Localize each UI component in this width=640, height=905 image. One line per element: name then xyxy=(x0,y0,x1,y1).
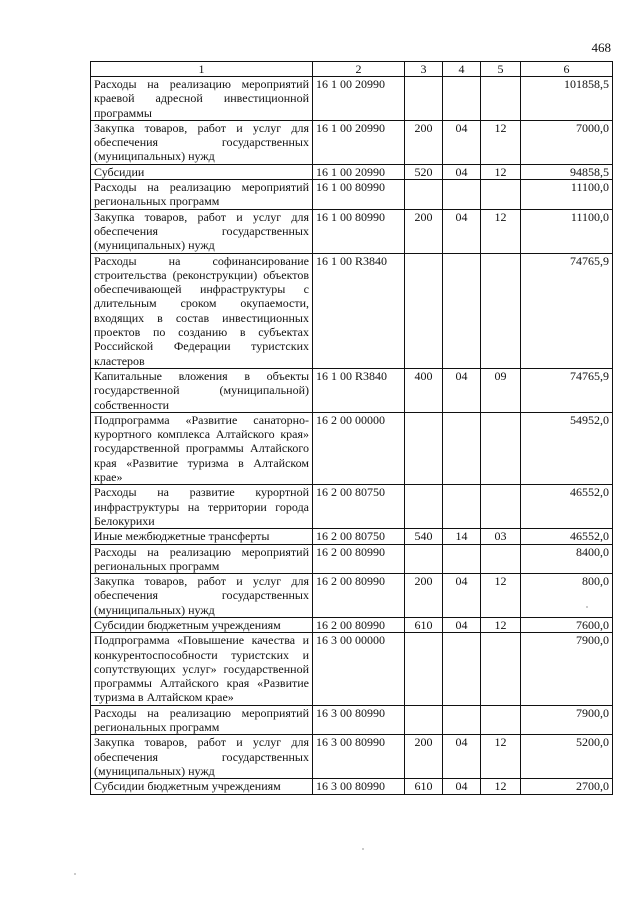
row-code: 16 3 00 80990 xyxy=(313,735,405,779)
table-row xyxy=(91,735,613,779)
row-sum: 94858,5 xyxy=(521,164,613,179)
row-code: 16 2 00 80750 xyxy=(313,485,405,529)
row-code: 16 1 00 20990 xyxy=(313,120,405,164)
row-rz xyxy=(443,180,481,210)
row-vr xyxy=(405,485,443,529)
row-vr: 200 xyxy=(405,120,443,164)
row-rz: 04 xyxy=(443,574,481,618)
table-row xyxy=(91,529,613,544)
table-row xyxy=(91,633,613,705)
row-rz xyxy=(443,633,481,705)
table-row xyxy=(91,253,613,368)
row-sum: 46552,0 xyxy=(521,485,613,529)
row-code: 16 1 00 R3840 xyxy=(313,368,405,412)
table-row xyxy=(91,544,613,574)
row-vr xyxy=(405,253,443,368)
row-vr: 200 xyxy=(405,209,443,253)
row-sum: 7600,0 xyxy=(521,617,613,632)
row-pr: 12 xyxy=(481,779,521,794)
row-pr xyxy=(481,180,521,210)
row-name: Закупка товаров, работ и услуг для обеспечения государственных (муниципальных) нужд xyxy=(91,120,313,164)
col-header-1: 1 xyxy=(91,62,313,77)
row-code: 16 3 00 80990 xyxy=(313,779,405,794)
row-code: 16 3 00 80990 xyxy=(313,705,405,735)
row-vr xyxy=(405,412,443,484)
row-rz: 04 xyxy=(443,368,481,412)
row-rz xyxy=(443,705,481,735)
row-sum: 800,0 xyxy=(521,574,613,618)
row-pr: 03 xyxy=(481,529,521,544)
row-name: Подпрограмма «Развитие санаторно-курортного комплекса Алтайского края» государственной программы Алтайского края «Развитие туризма в Алтайском крае» xyxy=(91,412,313,484)
row-sum: 5200,0 xyxy=(521,735,613,779)
row-sum: 74765,9 xyxy=(521,253,613,368)
row-rz: 04 xyxy=(443,779,481,794)
row-name: Субсидии xyxy=(91,164,313,179)
row-pr xyxy=(481,705,521,735)
row-rz xyxy=(443,77,481,121)
row-vr: 200 xyxy=(405,735,443,779)
row-rz: 04 xyxy=(443,164,481,179)
table-row xyxy=(91,779,613,794)
row-sum: 11100,0 xyxy=(521,180,613,210)
table-row xyxy=(91,180,613,210)
col-header-6: 6 xyxy=(521,62,613,77)
table-row xyxy=(91,164,613,179)
row-vr xyxy=(405,544,443,574)
row-name: Иные межбюджетные трансферты xyxy=(91,529,313,544)
table-row xyxy=(91,368,613,412)
row-name: Закупка товаров, работ и услуг для обеспечения государственных (муниципальных) нужд xyxy=(91,735,313,779)
scan-speck xyxy=(74,873,76,875)
row-rz xyxy=(443,253,481,368)
row-code: 16 1 00 20990 xyxy=(313,77,405,121)
row-code: 16 2 00 80990 xyxy=(313,544,405,574)
budget-table xyxy=(90,61,613,795)
row-code: 16 2 00 80750 xyxy=(313,529,405,544)
col-header-5: 5 xyxy=(481,62,521,77)
row-name: Расходы на софинансирование строительства (реконструкции) объектов обеспечивающей инфраструктуры с длительным сроком окупаемости, входящих в состав инвестиционных проектов по созданию в субъектах Российской Федерации туристских кластеров xyxy=(91,253,313,368)
row-name: Закупка товаров, работ и услуг для обеспечения государственных (муниципальных) нужд xyxy=(91,574,313,618)
col-header-4: 4 xyxy=(443,62,481,77)
row-pr xyxy=(481,485,521,529)
table-row xyxy=(91,705,613,735)
row-pr xyxy=(481,633,521,705)
row-pr: 12 xyxy=(481,164,521,179)
row-pr xyxy=(481,544,521,574)
row-rz xyxy=(443,412,481,484)
scan-speck xyxy=(586,606,588,608)
row-name: Расходы на развитие курортной инфраструктуры на территории города Белокурихи xyxy=(91,485,313,529)
row-pr xyxy=(481,412,521,484)
row-sum: 2700,0 xyxy=(521,779,613,794)
table-row xyxy=(91,617,613,632)
row-vr: 400 xyxy=(405,368,443,412)
scan-speck xyxy=(362,848,364,850)
row-sum: 74765,9 xyxy=(521,368,613,412)
row-vr xyxy=(405,705,443,735)
row-code: 16 3 00 00000 xyxy=(313,633,405,705)
row-rz xyxy=(443,544,481,574)
row-code: 16 1 00 20990 xyxy=(313,164,405,179)
row-code: 16 1 00 80990 xyxy=(313,209,405,253)
row-pr: 12 xyxy=(481,735,521,779)
row-name: Субсидии бюджетным учреждениям xyxy=(91,617,313,632)
row-pr: 12 xyxy=(481,574,521,618)
row-rz: 04 xyxy=(443,120,481,164)
row-rz: 04 xyxy=(443,617,481,632)
row-rz: 14 xyxy=(443,529,481,544)
row-sum: 7900,0 xyxy=(521,633,613,705)
row-code: 16 2 00 80990 xyxy=(313,617,405,632)
table-row xyxy=(91,209,613,253)
row-code: 16 2 00 80990 xyxy=(313,574,405,618)
row-pr xyxy=(481,253,521,368)
row-name: Субсидии бюджетным учреждениям xyxy=(91,779,313,794)
row-name: Капитальные вложения в объекты государственной (муниципальной) собственности xyxy=(91,368,313,412)
row-sum: 101858,5 xyxy=(521,77,613,121)
row-rz: 04 xyxy=(443,209,481,253)
row-rz: 04 xyxy=(443,735,481,779)
row-pr: 12 xyxy=(481,120,521,164)
row-vr: 610 xyxy=(405,779,443,794)
row-pr: 12 xyxy=(481,209,521,253)
row-pr: 12 xyxy=(481,617,521,632)
row-rz xyxy=(443,485,481,529)
row-name: Расходы на реализацию мероприятий региональных программ xyxy=(91,705,313,735)
table-body xyxy=(91,77,613,795)
row-sum: 54952,0 xyxy=(521,412,613,484)
row-name: Закупка товаров, работ и услуг для обеспечения государственных (муниципальных) нужд xyxy=(91,209,313,253)
row-sum: 7000,0 xyxy=(521,120,613,164)
header-row xyxy=(91,62,613,77)
row-code: 16 2 00 00000 xyxy=(313,412,405,484)
col-header-2: 2 xyxy=(313,62,405,77)
row-vr xyxy=(405,633,443,705)
row-vr: 540 xyxy=(405,529,443,544)
row-name: Расходы на реализацию мероприятий краевой адресной инвестиционной программы xyxy=(91,77,313,121)
row-name: Подпрограмма «Повышение качества и конкурентоспособности туристских и сопутствующих услуг» государственной программы Алтайского края «Развитие туризма в Алтайском крае» xyxy=(91,633,313,705)
row-vr xyxy=(405,180,443,210)
row-sum: 8400,0 xyxy=(521,544,613,574)
table-row xyxy=(91,574,613,618)
row-name: Расходы на реализацию мероприятий региональных программ xyxy=(91,180,313,210)
row-code: 16 1 00 80990 xyxy=(313,180,405,210)
row-code: 16 1 00 R3840 xyxy=(313,253,405,368)
row-name: Расходы на реализацию мероприятий региональных программ xyxy=(91,544,313,574)
row-sum: 11100,0 xyxy=(521,209,613,253)
page-number: 468 xyxy=(591,40,611,55)
row-pr xyxy=(481,77,521,121)
row-vr: 200 xyxy=(405,574,443,618)
row-sum: 46552,0 xyxy=(521,529,613,544)
row-vr: 610 xyxy=(405,617,443,632)
table-row xyxy=(91,120,613,164)
table-row xyxy=(91,485,613,529)
row-pr: 09 xyxy=(481,368,521,412)
table-row xyxy=(91,77,613,121)
row-sum: 7900,0 xyxy=(521,705,613,735)
table-row xyxy=(91,412,613,484)
col-header-3: 3 xyxy=(405,62,443,77)
row-vr: 520 xyxy=(405,164,443,179)
row-vr xyxy=(405,77,443,121)
